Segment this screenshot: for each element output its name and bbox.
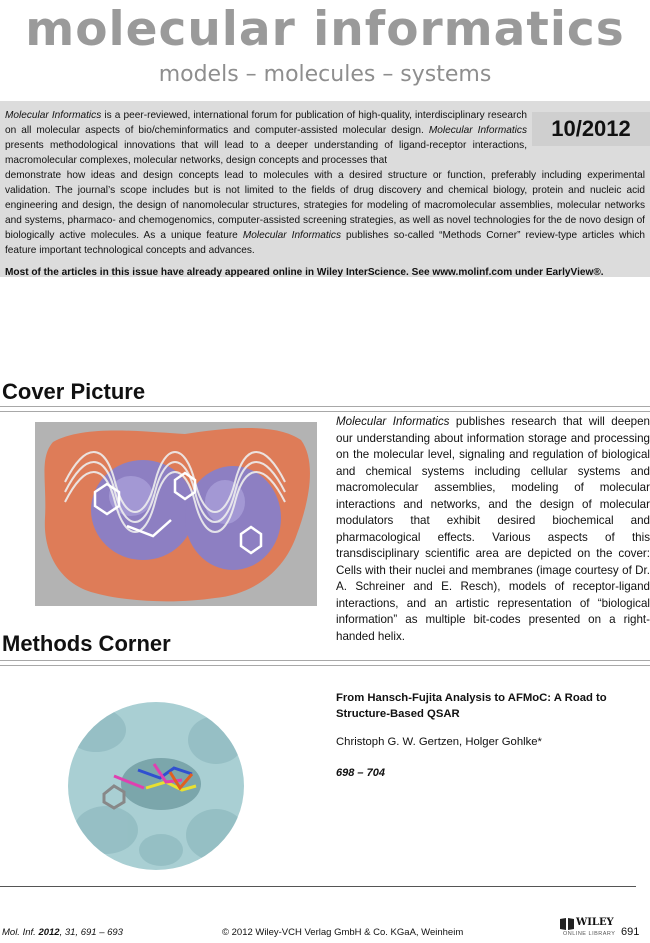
section-rule <box>0 406 650 412</box>
masthead-subtitle: models – molecules – systems <box>158 62 492 87</box>
cover-image <box>35 422 317 606</box>
article-pages: 698 – 704 <box>336 767 385 779</box>
cover-description-text: publishes research that will deepen our understanding about information storage and processing on the molecular level, signaling and regulation of biological and chemical systems including cellular systems and macromolecular assemblies, modeling of molecular interactions and networks, and the design of molecular modulators that exhibit desired biochemical and pharmacological effects. Various aspects of this transdisciplinary scientific area are depicted on the cover: Cells with their nuclei and membranes (image courtesy of Dr. A. Schreiner and E. Resch), models of receptor-ligand interactions, and an artistic representation of “biological information” as multiple bit-codes presented on a right-handed helix. <box>336 415 650 643</box>
journal-description <box>5 108 645 280</box>
issue-badge: 10/2012 <box>532 112 650 146</box>
footer-rule <box>0 886 636 887</box>
citation-volume-pages: , 31, 691 – 693 <box>59 927 123 938</box>
footer-citation <box>2 927 123 938</box>
masthead-title: molecular informatics <box>25 2 625 57</box>
journal-name-italic: Molecular Informatics <box>5 110 102 121</box>
journal-name-italic: Molecular Informatics <box>428 125 527 136</box>
citation-year: 2012 <box>38 927 60 938</box>
description-text-2: presents methodological innovations that will lead to a deeper understanding of ligand-receptor interactions, macromolecular complexes, molecular networks, design concepts and processes that <box>5 140 527 166</box>
cover-picture-heading: Cover Picture <box>2 379 146 404</box>
description-top <box>5 108 527 168</box>
wiley-book-icon <box>559 917 575 931</box>
article-title[interactable]: From Hansch-Fujita Analysis to AFMoC: A Road to Structure-Based QSAR <box>336 692 607 720</box>
page-number: 691 <box>621 926 640 938</box>
journal-name-italic: Molecular Informatics <box>336 415 450 428</box>
journal-name-italic: Molecular Informatics <box>242 230 341 241</box>
footer-copyright: © 2012 Wiley-VCH Verlag GmbH & Co. KGaA, Weinheim <box>222 927 464 938</box>
methods-image <box>66 700 246 872</box>
description-text-1: is a peer-reviewed, international forum for publication of high-quality, interdisciplinary research on all molecular aspects of bio/cheminformatics and computer-assisted molecular design. <box>5 110 528 136</box>
methods-corner-heading: Methods Corner <box>2 631 171 656</box>
wiley-logo: WILEY <box>576 917 614 928</box>
description-text-4: publishes so-called “Methods Corner” review-type articles which feature important technological concepts and advances. <box>5 230 645 256</box>
article-authors: Christoph G. W. Gertzen, Holger Gohlke* <box>336 736 542 748</box>
earlyview-note: Most of the articles in this issue have already appeared online in Wiley InterScience. See www.molinf.com under EarlyView®. <box>5 267 604 278</box>
cover-description <box>336 414 650 645</box>
wiley-online-library-tag: ONLINE LIBRARY <box>563 931 616 937</box>
section-rule <box>0 660 650 666</box>
journal-abbreviation: Mol. Inf. <box>2 927 36 938</box>
description-text-3: demonstrate how ideas and design concepts lead to molecules with a desired structure or function, preferably including experimental validation. The journal’s scope includes but is not limited to the fields of drug discovery and chemical biology, protein and nucleic acid engineering and design, the design of nanomolecular structures, strategies for modeling of macromolecular assemblies, molecular networks and systems, pharmaco- and chemogenomics, computer-assisted screening strategies, as well as novel technologies for the de novo design of biologically active molecules. As a unique feature <box>5 170 645 241</box>
description-bottom <box>5 168 645 258</box>
